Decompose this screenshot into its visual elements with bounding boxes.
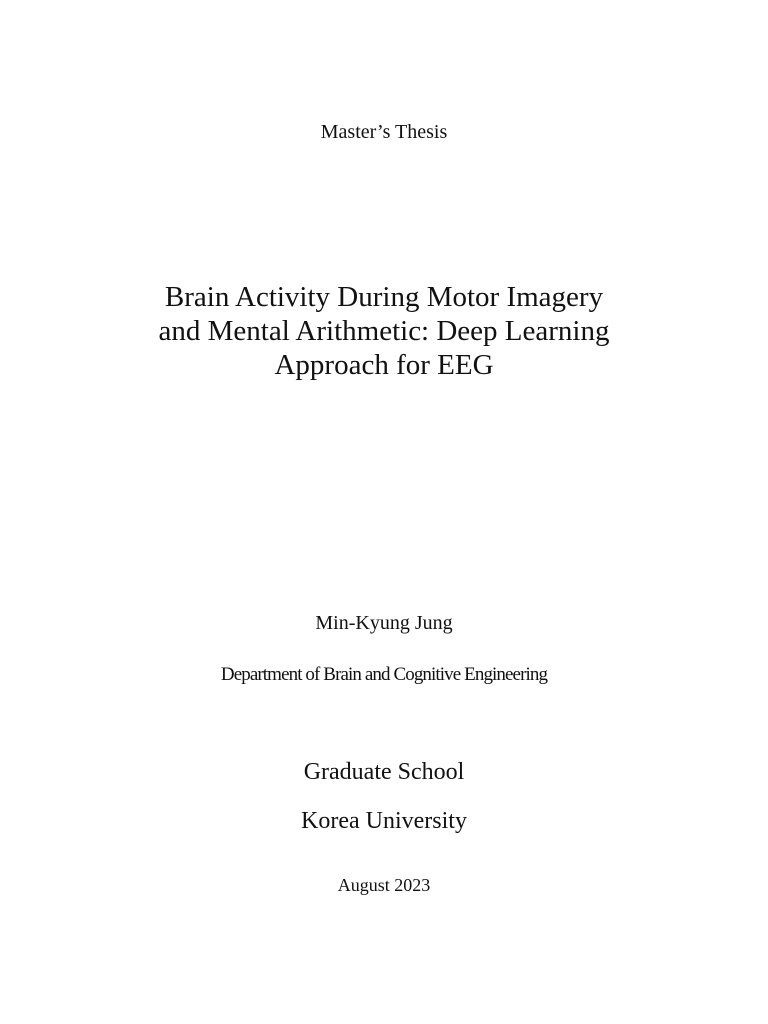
school-name: Graduate School [303,759,465,785]
author-name: Min-Kyung Jung [315,612,453,634]
title-line-2: and Mental Arithmetic: Deep Learning [158,315,610,347]
university-name: Korea University [301,808,467,834]
department-name: Department of Brain and Cognitive Engineering [220,664,548,685]
submission-date: August 2023 [337,875,431,895]
title-line-3: Approach for EEG [274,349,494,381]
degree-type: Master’s Thesis [320,121,448,143]
title-line-1: Brain Activity During Motor Imagery [164,281,604,313]
thesis-title [0,280,768,382]
